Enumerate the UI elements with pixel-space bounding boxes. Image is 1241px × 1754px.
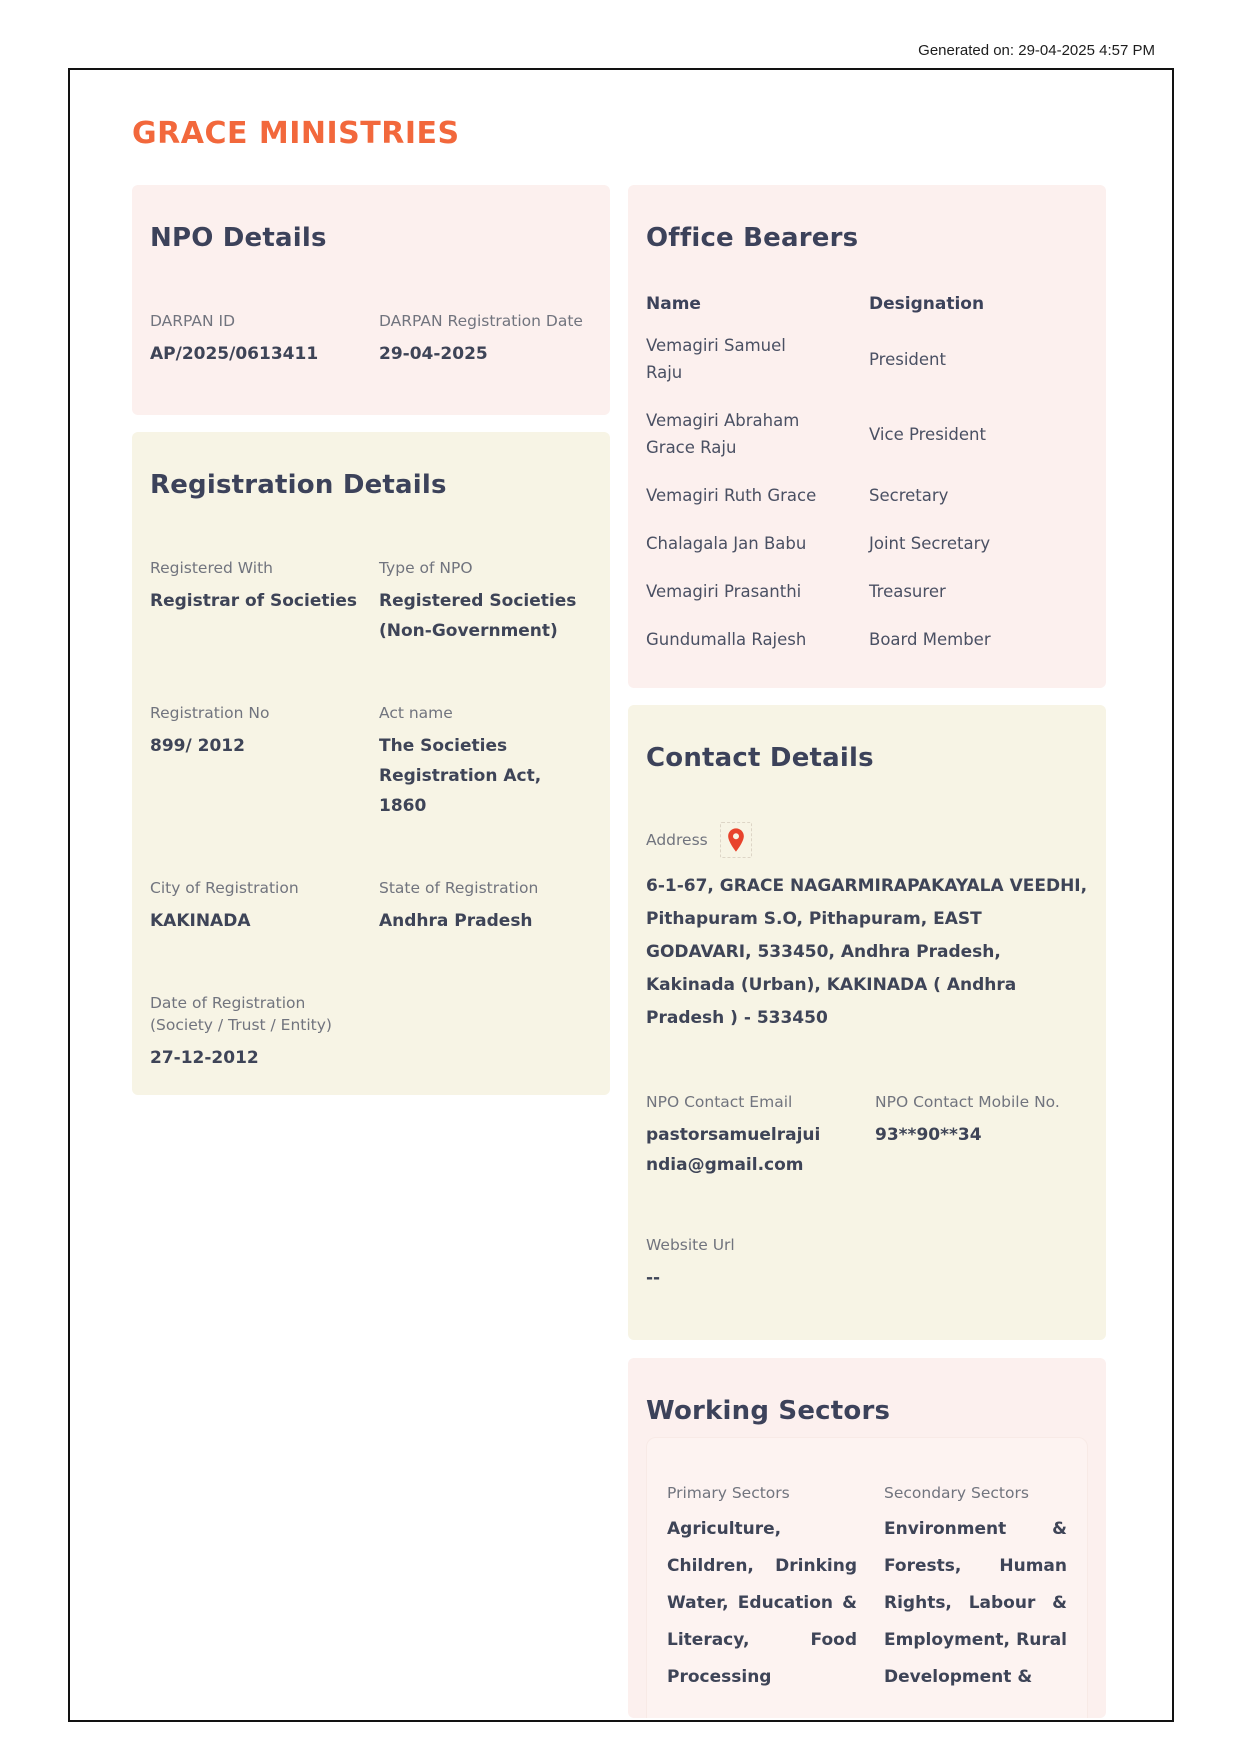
- field-state-of-registration: [379, 877, 592, 936]
- primary-sectors-value: Agriculture, Children, Drinking Water, Education & Literacy, Food Processing: [667, 1519, 857, 1687]
- field-value: The Societies Registration Act, 1860: [379, 736, 542, 816]
- working-sectors-columns: [667, 1482, 1067, 1696]
- field-label: Registration No: [150, 704, 270, 722]
- contact-details-title: Contact Details: [646, 743, 874, 773]
- bearer-designation: Secretary: [869, 486, 949, 505]
- office-bearers-title: Office Bearers: [646, 223, 859, 253]
- website-url-value: --: [646, 1268, 661, 1288]
- column-header-designation: Designation: [869, 294, 985, 314]
- field-value: 27-12-2012: [150, 1048, 259, 1068]
- bearer-name: Vemagiri Prasanthi: [646, 582, 802, 601]
- working-sectors-card: [628, 1358, 1106, 1718]
- bearer-designation: Treasurer: [869, 582, 946, 601]
- field-value: Andhra Pradesh: [379, 911, 533, 931]
- field-website-url: [646, 1234, 1088, 1293]
- field-value: 29-04-2025: [379, 344, 488, 364]
- table-row: [646, 322, 1088, 397]
- bearer-name: Vemagiri Ruth Grace: [646, 486, 817, 505]
- contact-details-card: [628, 705, 1106, 1340]
- bearer-name: Vemagiri Abraham Grace Raju: [646, 411, 800, 457]
- field-city-of-registration: [150, 877, 379, 936]
- bearer-name: Chalagala Jan Babu: [646, 534, 807, 553]
- field-registered-with: [150, 557, 379, 646]
- field-secondary-sectors: [884, 1482, 1067, 1696]
- generated-on-timestamp: Generated on: 29-04-2025 4:57 PM: [918, 42, 1155, 59]
- address-label: Address: [646, 831, 708, 849]
- npo-details-title: NPO Details: [150, 223, 327, 253]
- field-primary-sectors: [667, 1482, 884, 1696]
- office-bearers-table-header: [646, 294, 1088, 322]
- field-npo-contact-email: [646, 1091, 875, 1180]
- field-label: State of Registration: [379, 879, 539, 897]
- address-label-row: [646, 822, 1088, 858]
- field-date-of-registration: [150, 992, 379, 1073]
- registration-row-3: [150, 877, 592, 936]
- field-value: KAKINADA: [150, 911, 251, 931]
- field-value: Registered Societies (Non-Government): [379, 591, 577, 641]
- field-label: Website Url: [646, 1236, 735, 1254]
- field-label: DARPAN Registration Date: [379, 312, 583, 330]
- table-row: [646, 568, 1088, 616]
- office-bearers-card: [628, 185, 1106, 688]
- registration-row-4: [150, 992, 592, 1073]
- registration-details-card: [132, 432, 610, 1095]
- field-darpan-registration-date: [379, 310, 592, 369]
- field-label: NPO Contact Mobile No.: [875, 1093, 1060, 1111]
- column-header-name: Name: [646, 294, 701, 314]
- npo-contact-email-value: pastorsamuelrajuindia@gmail.com: [646, 1125, 821, 1175]
- table-row: [646, 472, 1088, 520]
- table-row: [646, 397, 1088, 472]
- field-value: 899/ 2012: [150, 736, 245, 756]
- field-value: Registrar of Societies: [150, 591, 357, 611]
- field-label: Secondary Sectors: [884, 1484, 1029, 1502]
- field-type-of-npo: [379, 557, 592, 646]
- field-label: Registered With: [150, 559, 273, 577]
- npo-details-fields: [150, 310, 592, 369]
- map-pin-icon: [720, 822, 752, 858]
- field-value: AP/2025/0613411: [150, 344, 319, 364]
- field-act-name: [379, 702, 592, 821]
- npo-contact-mobile-value: 93**90**34: [875, 1125, 982, 1145]
- field-darpan-id: [150, 310, 379, 369]
- table-row: [646, 616, 1088, 664]
- registration-row-1: [150, 557, 592, 646]
- registration-details-title: Registration Details: [150, 470, 447, 500]
- bearer-designation: President: [869, 349, 946, 369]
- registration-row-2: [150, 702, 592, 821]
- bearer-name: Gundumalla Rajesh: [646, 630, 807, 649]
- field-label: Primary Sectors: [667, 1484, 790, 1502]
- page-title: GRACE MINISTRIES: [132, 116, 460, 151]
- field-label: City of Registration: [150, 879, 299, 897]
- field-label: Act name: [379, 704, 453, 722]
- bearer-designation: Vice President: [869, 424, 986, 444]
- field-label: Type of NPO: [379, 559, 473, 577]
- table-row: [646, 520, 1088, 568]
- field-registration-no: [150, 702, 379, 821]
- bearer-name: Vemagiri Samuel Raju: [646, 336, 786, 382]
- field-label: DARPAN ID: [150, 312, 236, 330]
- npo-details-card: [132, 185, 610, 415]
- field-label: NPO Contact Email: [646, 1093, 793, 1111]
- bearer-designation: Joint Secretary: [869, 534, 991, 553]
- working-sectors-title: Working Sectors: [646, 1396, 891, 1426]
- field-npo-contact-mobile: [875, 1091, 1088, 1180]
- bearer-designation: Board Member: [869, 630, 991, 649]
- address-value: 6-1-67, GRACE NAGARMIRAPAKAYALA VEEDHI, Pithapuram S.O, Pithapuram, EAST GODAVARI, 533450, Andhra Pradesh, Kakinada (Urban), KAKINADA ( Andhra Pradesh ) - 533450: [646, 876, 1088, 1028]
- secondary-sectors-value: Environment & Forests, Human Rights, Labour & Employment, Rural Development &: [884, 1519, 1067, 1687]
- working-sectors-panel: [646, 1437, 1088, 1718]
- field-label: Date of Registration (Society / Trust / Entity): [150, 994, 332, 1034]
- contact-row: [646, 1091, 1088, 1180]
